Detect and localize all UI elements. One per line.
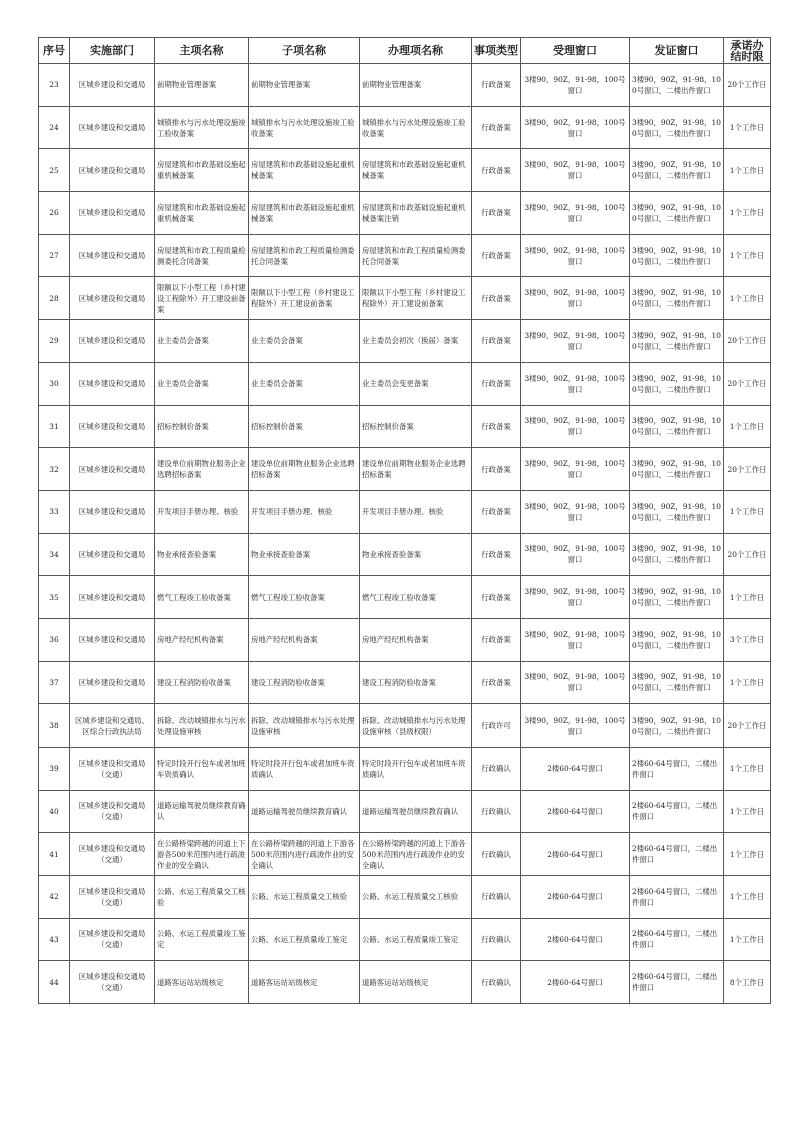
- row-main-item: 特定时段开行包车或者加班车资质确认: [155, 747, 249, 790]
- row-time-limit: 1个工作日: [724, 576, 771, 619]
- row-sub-item: 特定时段开行包车或者加班车资质确认: [249, 747, 360, 790]
- row-item-type: 行政确认: [472, 961, 521, 1004]
- row-item-type: 行政备案: [472, 106, 521, 149]
- row-number: 31: [39, 405, 70, 448]
- row-number: 41: [39, 833, 70, 876]
- row-sub-item: 建设单位前期物业服务企业选聘招标备案: [249, 448, 360, 491]
- row-number: 26: [39, 192, 70, 235]
- col-header-issue: 发证窗口: [630, 38, 724, 64]
- row-accept-window: 3楼90，90Z，91-98，100号窗口: [521, 661, 630, 704]
- row-sub-item: 房地产经纪机构备案: [249, 618, 360, 661]
- row-number: 40: [39, 790, 70, 833]
- row-time-limit: 3个工作日: [724, 618, 771, 661]
- row-time-limit: 1个工作日: [724, 790, 771, 833]
- row-accept-window: 2楼60-64号窗口: [521, 961, 630, 1004]
- row-issue-window: 3楼90，90Z，91-98，100号窗口，二楼出件窗口: [630, 448, 724, 491]
- table-row: [39, 405, 771, 448]
- col-header-accept: 受理窗口: [521, 38, 630, 64]
- table-row: [39, 875, 771, 918]
- table-row: [39, 192, 771, 235]
- row-item-type: 行政备案: [472, 149, 521, 192]
- row-sub-item: 公路、水运工程质量竣工鉴定: [249, 918, 360, 961]
- row-number: 44: [39, 961, 70, 1004]
- row-item-type: 行政确认: [472, 875, 521, 918]
- row-issue-window: 3楼90，90Z，91-98，100号窗口，二楼出件窗口: [630, 405, 724, 448]
- table-row: [39, 618, 771, 661]
- row-dept: 区城乡建设和交通局: [70, 192, 155, 235]
- row-issue-window: 3楼90，90Z，91-98，100号窗口，二楼出件窗口: [630, 618, 724, 661]
- row-sub-item: 开发项目手册办理、核验: [249, 490, 360, 533]
- row-handling-item: 开发项目手册办理、核验: [360, 490, 472, 533]
- row-time-limit: 1个工作日: [724, 661, 771, 704]
- row-accept-window: 2楼60-64号窗口: [521, 790, 630, 833]
- col-header-dept: 实施部门: [70, 38, 155, 64]
- row-dept: 区城乡建设和交通局: [70, 448, 155, 491]
- row-issue-window: 3楼90，90Z，91-98，100号窗口，二楼出件窗口: [630, 64, 724, 107]
- row-main-item: 物业承接查验备案: [155, 533, 249, 576]
- row-main-item: 前期物业管理备案: [155, 64, 249, 107]
- row-time-limit: 20个工作日: [724, 362, 771, 405]
- row-number: 30: [39, 362, 70, 405]
- row-number: 23: [39, 64, 70, 107]
- row-handling-item: 公路、水运工程质量交工核验: [360, 875, 472, 918]
- row-sub-item: 公路、水运工程质量交工核验: [249, 875, 360, 918]
- row-handling-item: 公路、水运工程质量竣工鉴定: [360, 918, 472, 961]
- row-number: 32: [39, 448, 70, 491]
- row-issue-window: 2楼60-64号窗口，二楼出件窗口: [630, 833, 724, 876]
- row-issue-window: 3楼90，90Z，91-98，100号窗口，二楼出件窗口: [630, 277, 724, 320]
- row-handling-item: 特定时段开行包车或者加班车资质确认: [360, 747, 472, 790]
- row-number: 27: [39, 234, 70, 277]
- row-accept-window: 2楼60-64号窗口: [521, 833, 630, 876]
- table-row: [39, 64, 771, 107]
- row-accept-window: 3楼90，90Z，91-98，100号窗口: [521, 192, 630, 235]
- row-number: 33: [39, 490, 70, 533]
- row-handling-item: 燃气工程竣工验收备案: [360, 576, 472, 619]
- row-item-type: 行政备案: [472, 576, 521, 619]
- row-item-type: 行政备案: [472, 234, 521, 277]
- row-item-type: 行政备案: [472, 661, 521, 704]
- row-main-item: 拆除、改动城镇排水与污水处理设施审核: [155, 704, 249, 748]
- table-row: [39, 747, 771, 790]
- row-main-item: 道路客运站站级核定: [155, 961, 249, 1004]
- row-main-item: 限额以下小型工程（乡村建设工程除外）开工建设前备案: [155, 277, 249, 320]
- row-time-limit: 20个工作日: [724, 320, 771, 363]
- row-sub-item: 招标控制价备案: [249, 405, 360, 448]
- table-row: [39, 320, 771, 363]
- row-item-type: 行政备案: [472, 277, 521, 320]
- row-handling-item: 业主委员会初次（换届）备案: [360, 320, 472, 363]
- row-sub-item: 业主委员会备案: [249, 320, 360, 363]
- row-handling-item: 道路运输驾驶员继续教育确认: [360, 790, 472, 833]
- row-item-type: 行政许可: [472, 704, 521, 748]
- row-accept-window: 3楼90，90Z，91-98，100号窗口: [521, 618, 630, 661]
- row-sub-item: 房屋建筑和市政工程质量检测委托合同备案: [249, 234, 360, 277]
- row-time-limit: 20个工作日: [724, 704, 771, 748]
- row-handling-item: 建设单位前期物业服务企业选聘招标备案: [360, 448, 472, 491]
- row-main-item: 房屋建筑和市政工程质量检测委托合同备案: [155, 234, 249, 277]
- table-row: [39, 106, 771, 149]
- row-number: 36: [39, 618, 70, 661]
- row-sub-item: 房屋建筑和市政基础设施起重机械备案: [249, 192, 360, 235]
- row-item-type: 行政确认: [472, 790, 521, 833]
- col-header-type: 事项类型: [472, 38, 521, 64]
- row-main-item: 招标控制价备案: [155, 405, 249, 448]
- row-number: 42: [39, 875, 70, 918]
- row-dept: 区城乡建设和交通局: [70, 618, 155, 661]
- row-handling-item: 业主委员会变更备案: [360, 362, 472, 405]
- row-item-type: 行政确认: [472, 833, 521, 876]
- row-time-limit: 1个工作日: [724, 405, 771, 448]
- row-dept: 区城乡建设和交通局（交通）: [70, 790, 155, 833]
- row-main-item: 开发项目手册办理、核验: [155, 490, 249, 533]
- row-issue-window: 3楼90，90Z，91-98，100号窗口，二楼出件窗口: [630, 704, 724, 748]
- row-time-limit: 1个工作日: [724, 234, 771, 277]
- row-handling-item: 房屋建筑和市政工程质量检测委托合同备案: [360, 234, 472, 277]
- table-row: [39, 277, 771, 320]
- row-number: 25: [39, 149, 70, 192]
- col-header-item: 办理项名称: [360, 38, 472, 64]
- row-time-limit: 8个工作日: [724, 961, 771, 1004]
- row-accept-window: 3楼90，90Z，91-98，100号窗口: [521, 533, 630, 576]
- row-sub-item: 房屋建筑和市政基础设施起重机械备案: [249, 149, 360, 192]
- row-handling-item: 物业承接查验备案: [360, 533, 472, 576]
- row-sub-item: 物业承接查验备案: [249, 533, 360, 576]
- row-dept: 区城乡建设和交通局: [70, 106, 155, 149]
- row-time-limit: 1个工作日: [724, 918, 771, 961]
- row-main-item: 在公路桥梁跨越的河道上下游各500米范围内进行疏浚作业的安全确认: [155, 833, 249, 876]
- row-handling-item: 前期物业管理备案: [360, 64, 472, 107]
- table-row: [39, 448, 771, 491]
- row-sub-item: 燃气工程竣工验收备案: [249, 576, 360, 619]
- row-sub-item: 拆除、改动城镇排水与污水处理设施审核: [249, 704, 360, 748]
- row-dept: 区城乡建设和交通局: [70, 490, 155, 533]
- table-row: [39, 918, 771, 961]
- row-number: 39: [39, 747, 70, 790]
- row-issue-window: 2楼60-64号窗口，二楼出件窗口: [630, 747, 724, 790]
- row-time-limit: 20个工作日: [724, 533, 771, 576]
- row-dept: 区城乡建设和交通局: [70, 320, 155, 363]
- row-sub-item: 限额以下小型工程（乡村建设工程除外）开工建设前备案: [249, 277, 360, 320]
- row-issue-window: 3楼90，90Z，91-98，100号窗口，二楼出件窗口: [630, 576, 724, 619]
- row-main-item: 公路、水运工程质量竣工鉴定: [155, 918, 249, 961]
- row-dept: 区城乡建设和交通局（交通）: [70, 833, 155, 876]
- row-accept-window: 3楼90，90Z，91-98，100号窗口: [521, 405, 630, 448]
- col-header-limit: 承诺办结时限: [724, 38, 771, 64]
- row-item-type: 行政备案: [472, 533, 521, 576]
- row-issue-window: 2楼60-64号窗口，二楼出件窗口: [630, 790, 724, 833]
- table-row: [39, 149, 771, 192]
- table-row: [39, 576, 771, 619]
- row-item-type: 行政备案: [472, 320, 521, 363]
- row-dept: 区城乡建设和交通局: [70, 533, 155, 576]
- row-dept: 区城乡建设和交通局: [70, 362, 155, 405]
- row-number: 24: [39, 106, 70, 149]
- row-accept-window: 3楼90，90Z，91-98，100号窗口: [521, 320, 630, 363]
- row-main-item: 燃气工程竣工验收备案: [155, 576, 249, 619]
- row-accept-window: 3楼90，90Z，91-98，100号窗口: [521, 576, 630, 619]
- row-dept: 区城乡建设和交通局: [70, 149, 155, 192]
- row-handling-item: 房地产经纪机构备案: [360, 618, 472, 661]
- row-sub-item: 建设工程消防验收备案: [249, 661, 360, 704]
- row-handling-item: 拆除、改动城镇排水与污水处理设施审核（县级权限）: [360, 704, 472, 748]
- table-row: [39, 661, 771, 704]
- row-time-limit: 20个工作日: [724, 64, 771, 107]
- row-time-limit: 1个工作日: [724, 106, 771, 149]
- row-issue-window: 3楼90，90Z，91-98，100号窗口，二楼出件窗口: [630, 661, 724, 704]
- row-item-type: 行政备案: [472, 618, 521, 661]
- row-main-item: 建设工程消防验收备案: [155, 661, 249, 704]
- row-sub-item: 道路运输驾驶员继续教育确认: [249, 790, 360, 833]
- row-accept-window: 3楼90，90Z，91-98，100号窗口: [521, 704, 630, 748]
- table-row: [39, 704, 771, 748]
- row-dept: 区城乡建设和交通局（交通）: [70, 918, 155, 961]
- row-number: 38: [39, 704, 70, 748]
- row-sub-item: 城镇排水与污水处理设施竣工验收备案: [249, 106, 360, 149]
- row-number: 29: [39, 320, 70, 363]
- row-time-limit: 1个工作日: [724, 747, 771, 790]
- row-accept-window: 2楼60-64号窗口: [521, 875, 630, 918]
- row-dept: 区城乡建设和交通局（交通）: [70, 875, 155, 918]
- row-main-item: 业主委员会备案: [155, 362, 249, 405]
- row-dept: 区城乡建设和交通局（交通）: [70, 961, 155, 1004]
- row-main-item: 建设单位前期物业服务企业选聘招标备案: [155, 448, 249, 491]
- row-number: 28: [39, 277, 70, 320]
- table-row: [39, 790, 771, 833]
- row-number: 35: [39, 576, 70, 619]
- row-issue-window: 2楼60-64号窗口，二楼出件窗口: [630, 875, 724, 918]
- row-item-type: 行政备案: [472, 448, 521, 491]
- col-header-no: 序号: [39, 38, 70, 64]
- row-accept-window: 3楼90，90Z，91-98，100号窗口: [521, 490, 630, 533]
- row-item-type: 行政备案: [472, 490, 521, 533]
- row-accept-window: 2楼60-64号窗口: [521, 918, 630, 961]
- row-accept-window: 2楼60-64号窗口: [521, 747, 630, 790]
- row-sub-item: 道路客运站站级核定: [249, 961, 360, 1004]
- row-handling-item: 招标控制价备案: [360, 405, 472, 448]
- row-number: 34: [39, 533, 70, 576]
- row-issue-window: 3楼90，90Z，91-98，100号窗口，二楼出件窗口: [630, 490, 724, 533]
- row-time-limit: 20个工作日: [724, 448, 771, 491]
- table-row: [39, 234, 771, 277]
- row-issue-window: 2楼60-64号窗口，二楼出件窗口: [630, 961, 724, 1004]
- row-main-item: 城镇排水与污水处理设施竣工验收备案: [155, 106, 249, 149]
- row-main-item: 公路、水运工程质量交工核验: [155, 875, 249, 918]
- col-header-main: 主项名称: [155, 38, 249, 64]
- table-header-row: [39, 38, 771, 64]
- row-accept-window: 3楼90，90Z，91-98，100号窗口: [521, 64, 630, 107]
- row-time-limit: 1个工作日: [724, 192, 771, 235]
- table-row: [39, 362, 771, 405]
- row-sub-item: 前期物业管理备案: [249, 64, 360, 107]
- row-issue-window: 3楼90，90Z，91-98，100号窗口，二楼出件窗口: [630, 362, 724, 405]
- row-number: 37: [39, 661, 70, 704]
- col-header-sub: 子项名称: [249, 38, 360, 64]
- row-main-item: 业主委员会备案: [155, 320, 249, 363]
- service-items-table: [38, 37, 771, 1004]
- row-issue-window: 3楼90，90Z，91-98，100号窗口，二楼出件窗口: [630, 149, 724, 192]
- row-time-limit: 1个工作日: [724, 875, 771, 918]
- row-dept: 区城乡建设和交通局、区综合行政执法局: [70, 704, 155, 748]
- row-main-item: 道路运输驾驶员继续教育确认: [155, 790, 249, 833]
- row-main-item: 房屋建筑和市政基础设施起重机械备案: [155, 149, 249, 192]
- row-sub-item: 业主委员会备案: [249, 362, 360, 405]
- row-dept: 区城乡建设和交通局: [70, 576, 155, 619]
- row-dept: 区城乡建设和交通局: [70, 64, 155, 107]
- row-accept-window: 3楼90，90Z，91-98，100号窗口: [521, 448, 630, 491]
- row-accept-window: 3楼90，90Z，91-98，100号窗口: [521, 362, 630, 405]
- row-sub-item: 在公路桥梁跨越的河道上下游各500米范围内进行疏浚作业的安全确认: [249, 833, 360, 876]
- row-issue-window: 2楼60-64号窗口，二楼出件窗口: [630, 918, 724, 961]
- row-handling-item: 城镇排水与污水处理设施竣工验收备案: [360, 106, 472, 149]
- table-row: [39, 961, 771, 1004]
- row-number: 43: [39, 918, 70, 961]
- row-item-type: 行政备案: [472, 64, 521, 107]
- row-time-limit: 1个工作日: [724, 490, 771, 533]
- row-dept: 区城乡建设和交通局: [70, 661, 155, 704]
- row-item-type: 行政确认: [472, 918, 521, 961]
- row-issue-window: 3楼90，90Z，91-98，100号窗口，二楼出件窗口: [630, 320, 724, 363]
- row-issue-window: 3楼90，90Z，91-98，100号窗口，二楼出件窗口: [630, 106, 724, 149]
- row-issue-window: 3楼90，90Z，91-98，100号窗口，二楼出件窗口: [630, 533, 724, 576]
- row-accept-window: 3楼90，90Z，91-98，100号窗口: [521, 149, 630, 192]
- row-item-type: 行政备案: [472, 192, 521, 235]
- table-row: [39, 833, 771, 876]
- row-handling-item: 房屋建筑和市政基础设施起重机械备案: [360, 149, 472, 192]
- row-dept: 区城乡建设和交通局: [70, 405, 155, 448]
- row-dept: 区城乡建设和交通局（交通）: [70, 747, 155, 790]
- row-handling-item: 建设工程消防验收备案: [360, 661, 472, 704]
- row-item-type: 行政备案: [472, 405, 521, 448]
- row-handling-item: 房屋建筑和市政基础设施起重机械备案注销: [360, 192, 472, 235]
- row-main-item: 房屋建筑和市政基础设施起重机械备案: [155, 192, 249, 235]
- row-handling-item: 道路客运站站级核定: [360, 961, 472, 1004]
- row-issue-window: 3楼90，90Z，91-98，100号窗口，二楼出件窗口: [630, 192, 724, 235]
- row-item-type: 行政确认: [472, 747, 521, 790]
- row-dept: 区城乡建设和交通局: [70, 234, 155, 277]
- row-handling-item: 在公路桥梁跨越的河道上下游各500米范围内进行疏浚作业的安全确认: [360, 833, 472, 876]
- row-item-type: 行政备案: [472, 362, 521, 405]
- row-accept-window: 3楼90，90Z，91-98，100号窗口: [521, 234, 630, 277]
- row-issue-window: 3楼90，90Z，91-98，100号窗口，二楼出件窗口: [630, 234, 724, 277]
- row-accept-window: 3楼90，90Z，91-98，100号窗口: [521, 277, 630, 320]
- row-time-limit: 1个工作日: [724, 149, 771, 192]
- row-main-item: 房地产经纪机构备案: [155, 618, 249, 661]
- row-time-limit: 1个工作日: [724, 833, 771, 876]
- row-time-limit: 1个工作日: [724, 277, 771, 320]
- row-handling-item: 限额以下小型工程（乡村建设工程除外）开工建设前备案: [360, 277, 472, 320]
- table-row: [39, 533, 771, 576]
- row-accept-window: 3楼90，90Z，91-98，100号窗口: [521, 106, 630, 149]
- row-dept: 区城乡建设和交通局: [70, 277, 155, 320]
- table-row: [39, 490, 771, 533]
